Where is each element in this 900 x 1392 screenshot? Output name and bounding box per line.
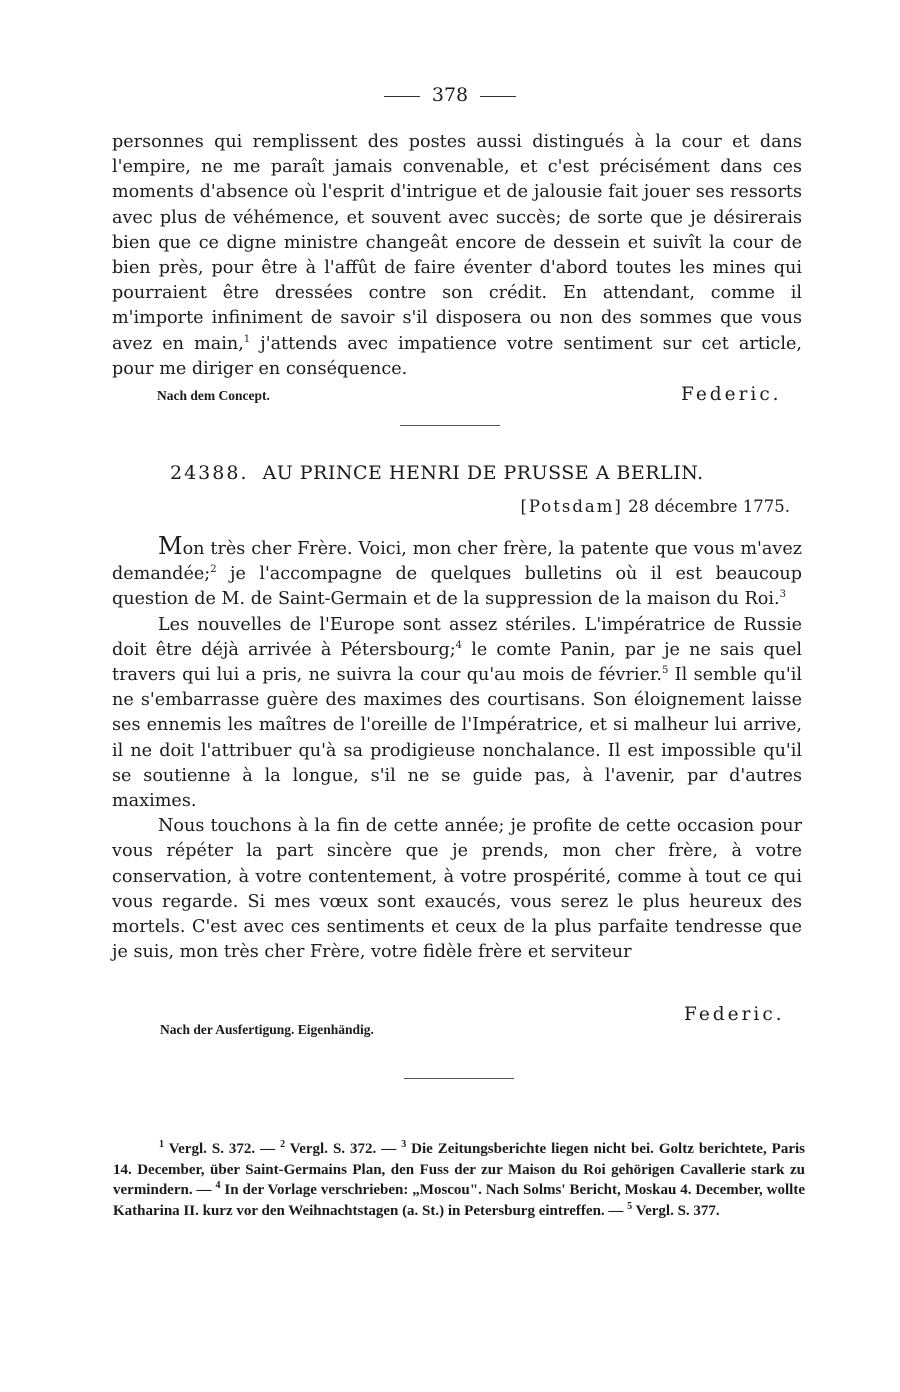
letter-paragraph-2 <box>112 613 802 815</box>
footnote-3: Die Zeitungsberichte liegen nicht bei. Goltz berichtete, Paris 14. December, über Saint-Germains Plan, den Fuss der zur Maison du Roi gehörigen Cavallerie stark zu vermindern. — <box>113 1141 806 1198</box>
letter-source-text: Nach der Ausfertigung. Eigenhändig. <box>160 1022 374 1037</box>
letter-body <box>112 534 802 965</box>
footnote-mark-1: 1 <box>159 1139 164 1150</box>
section-divider <box>400 425 500 426</box>
footnote-mark-3: 3 <box>401 1139 407 1150</box>
p2-text-b: le comte Panin, par je ne sais quel travers qui lui a pris, ne suivra la cour qu'au mois de février. <box>112 639 802 686</box>
footnote-ref-5: 5 <box>661 665 669 677</box>
footnote-ref-2: 2 <box>210 564 217 576</box>
p2-text-c: Il semble qu'il ne s'embarrasse guère des maximes des courtisans. Son éloignement laisse ses ennemis les maîtres de l'oreille de l'Impératrice, et si malheur lui arrive, il ne doit l'attribuer qu'à sa prodigieuse nonchalance. Il est impossible qu'il se soutienne à la longue, s'il ne se guide pas, à l'avenir, par d'autres maximes. <box>112 665 802 812</box>
letter-dateline <box>510 497 790 516</box>
page-number: 378 <box>431 84 469 106</box>
previous-letter-body: personnes qui remplissent des postes aussi distingués à la cour et dans l'empire, ne me paraît jamais convenable, et c'est précisément dans ces moments d'absence où l'esprit d'intrigue et de jalousie fait jouer ses ressorts avec plus de véhémence, et souvent avec succès; de sorte que je désirerais bien que ce digne ministre changeât encore de dessein et suivît la cour de bien près, pour être à l'affût de faire éventer d'abord toutes les mines qui pourraient être dressées contre son crédit. En attendant, comme il m'importe infiniment de savoir s'il disposera ou non des sommes que vous avez en main, <box>112 132 802 354</box>
p1-text-a: Mon très cher Frère. Voici, mon cher frère, la patente que vous m'avez demandée; <box>112 532 802 585</box>
letter-paragraph-3: Nous touchons à la fin de cette année; je profite de cette occasion pour vous répéter la part sincère que je prends, mon cher frère, à votre conservation, à votre contentement, à votre prospérité, comme à tout ce qui vous regarde. Si mes vœux sont exaucés, vous serez le plus heureux des mortels. C'est avec ces sentiments et ceux de la plus parfaite tendresse que je suis, mon très cher Frère, votre fidèle frère et serviteur <box>112 816 802 963</box>
p1-text-b: je l'accompagne de quelques bulletins où il est beaucoup question de M. de Saint-Germain et de la suppression de la maison du Roi. <box>112 564 802 610</box>
footnote-2: Vergl. S. 372. — <box>285 1141 402 1157</box>
letter-number: 24388. <box>170 462 249 484</box>
header-dash-right <box>480 96 516 97</box>
p2-text-a: Les nouvelles de l'Europe sont assez stériles. L'impératrice de Russie doit être déjà arrivée à Pétersbourg; <box>112 614 802 660</box>
footnote-divider <box>404 1078 514 1079</box>
footnote-ref-4: 4 <box>455 639 463 651</box>
previous-letter-source-text: Nach dem Concept. <box>157 388 270 403</box>
footnote-mark-2: 2 <box>280 1139 286 1150</box>
letter-heading <box>170 462 790 484</box>
letter-signature: Federic. <box>684 1004 785 1025</box>
footnote-block <box>113 1139 805 1221</box>
previous-letter-body-end: j'attends avec impatience votre sentiment sur cet article, pour me diriger en conséquence. <box>112 333 803 379</box>
footnote-ref-3: 3 <box>779 589 786 601</box>
page-header <box>0 84 900 106</box>
previous-letter-paragraph <box>112 130 802 382</box>
footnotes <box>113 1139 805 1221</box>
footnote-ref-1: 1 <box>243 333 251 345</box>
header-dash-left <box>384 96 420 97</box>
footnote-mark-5: 5 <box>627 1200 633 1212</box>
footnote-5: Vergl. S. 377. <box>632 1202 720 1219</box>
letter-title: AU PRINCE HENRI DE PRUSSE A BERLIN. <box>262 462 704 484</box>
previous-letter-signature: Federic. <box>681 384 782 405</box>
letter-place: [Potsdam] <box>520 497 623 516</box>
letter-paragraph-1 <box>112 534 802 613</box>
footnote-mark-4: 4 <box>215 1180 221 1191</box>
previous-letter-text <box>112 130 802 382</box>
letter-date: 28 décembre 1775. <box>628 497 790 516</box>
footnote-1: Vergl. S. 372. — <box>164 1141 281 1157</box>
footnote-4: In der Vorlage verschrieben: „Moscou". Nach Solms' Bericht, Moskau 4. December, wollte Katharina II. kurz vor den Weihnachtstagen (a. St.) in Petersburg eintreffen. — <box>113 1182 806 1219</box>
